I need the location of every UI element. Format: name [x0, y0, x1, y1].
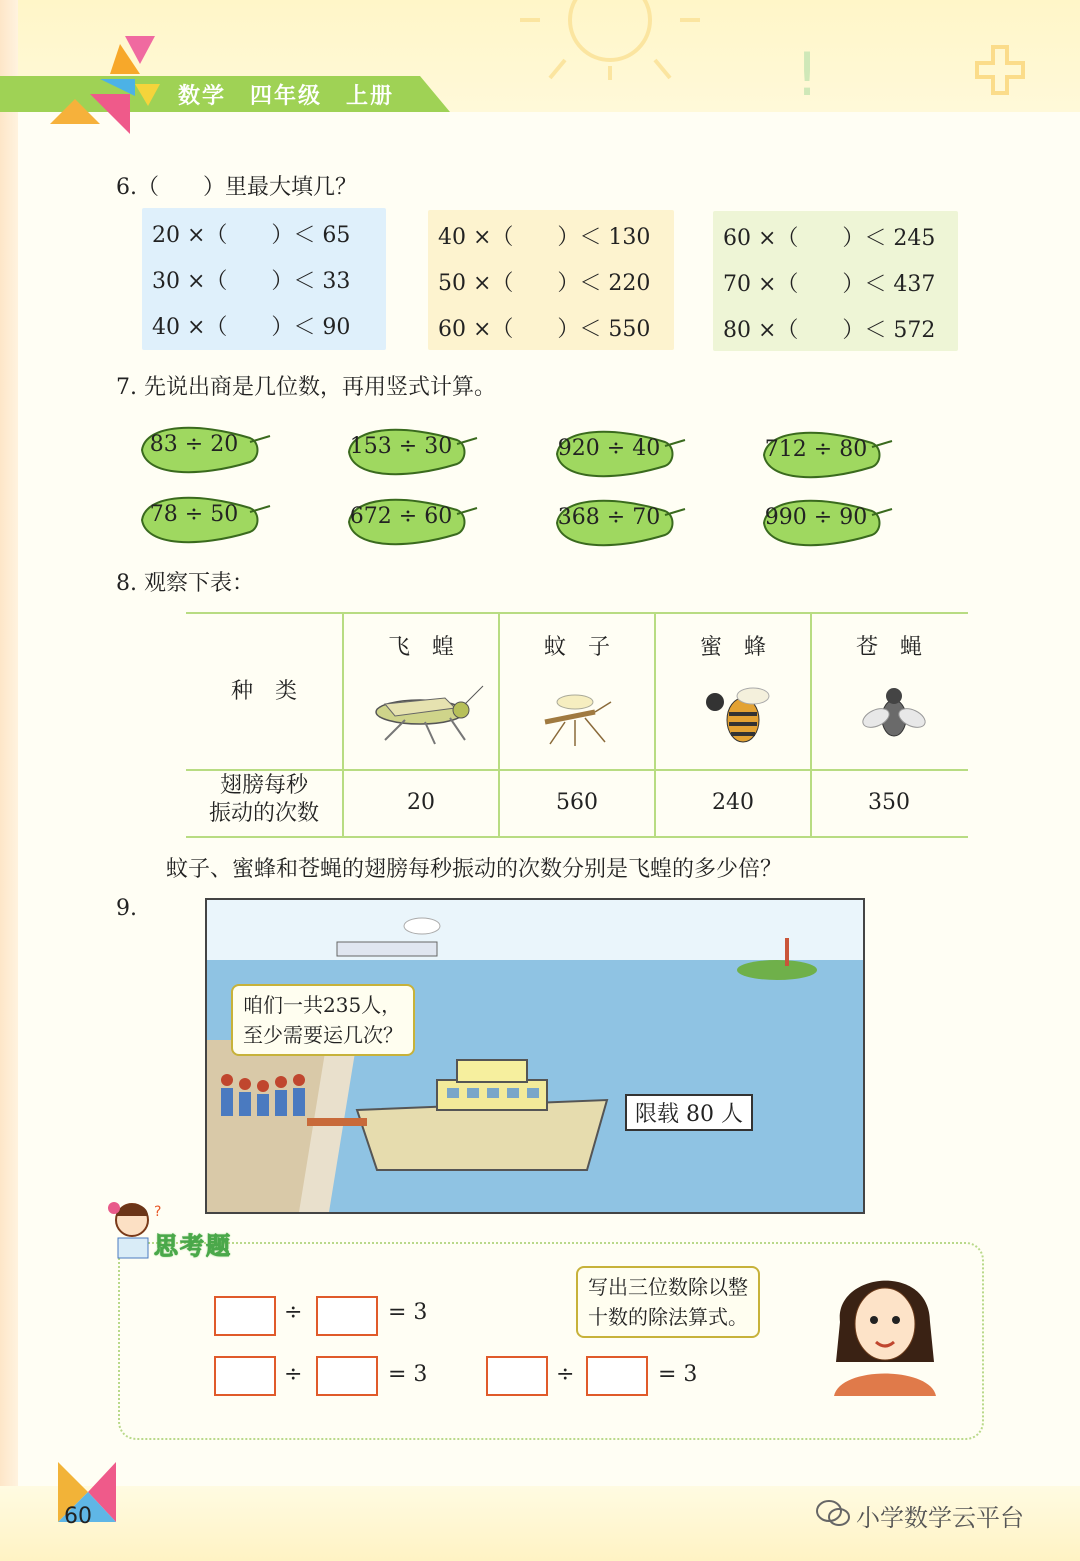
q9-number: 9.	[116, 896, 137, 921]
leaf-problem	[760, 493, 900, 553]
plus-decoration	[975, 45, 1025, 95]
q8-title: 8. 观察下表：	[116, 571, 254, 596]
page-number: 60	[64, 1504, 92, 1529]
leaf-problem	[553, 424, 693, 484]
leaf-problem	[345, 492, 485, 552]
capacity-sign: 限载 80 人	[625, 1094, 753, 1131]
q6-item: 40 ×（ ）＜ 130	[438, 225, 651, 250]
sun-decoration	[520, 0, 700, 80]
leaf-text: 990 ÷ 90	[764, 505, 868, 530]
q6-item: 50 ×（ ）＜ 220	[438, 271, 651, 296]
q6-title: 6.（ ）里最大填几？	[116, 175, 357, 200]
table-border	[186, 612, 968, 614]
locust-icon	[365, 680, 485, 750]
leaf-text: 83 ÷ 20	[149, 432, 239, 457]
tangram-logo	[40, 34, 160, 134]
table-border	[186, 769, 968, 771]
fly-icon	[858, 682, 930, 748]
q6-item: 80 ×（ ）＜ 572	[723, 318, 936, 343]
equals-three: = 3	[388, 1300, 428, 1325]
wechat-icon	[815, 1498, 851, 1528]
teacher-bubble: 写出三位数除以整 十数的除法算式。	[576, 1266, 760, 1338]
q6-item: 60 ×（ ）＜ 550	[438, 317, 651, 342]
q6-item: 20 ×（ ）＜ 65	[152, 223, 351, 248]
leaf-text: 153 ÷ 30	[349, 434, 453, 459]
answer-box[interactable]	[316, 1356, 378, 1396]
leaf-problem	[553, 493, 693, 553]
leaf-text: 78 ÷ 50	[149, 502, 239, 527]
divide-sign: ÷	[284, 1362, 303, 1387]
leaf-problem	[138, 420, 278, 480]
table-border	[186, 836, 968, 838]
harbor-scene	[205, 898, 865, 1214]
leaf-problem	[138, 490, 278, 550]
leaf-problem	[760, 425, 900, 485]
leaf-text: 712 ÷ 80	[764, 437, 868, 462]
watermark: 小学数学云平台	[856, 1504, 1024, 1532]
answer-box[interactable]	[316, 1296, 378, 1336]
leaf-text: 672 ÷ 60	[349, 504, 453, 529]
think-label: 思考题	[154, 1232, 232, 1260]
insect-name: 蜜 蜂	[699, 635, 766, 660]
answer-box[interactable]	[214, 1356, 276, 1396]
equals-three: = 3	[388, 1362, 428, 1387]
answer-box[interactable]	[486, 1356, 548, 1396]
page-margin	[0, 0, 18, 1561]
insect-frequency: 560	[556, 790, 598, 815]
insect-name: 飞 蝗	[387, 635, 454, 660]
harbor-illustration	[207, 900, 863, 1212]
insect-frequency: 350	[868, 790, 910, 815]
mosquito-icon	[535, 682, 615, 748]
speech-bubble: 咱们一共235人， 至少需要运几次？	[231, 984, 415, 1056]
insect-name: 苍 蝇	[855, 635, 922, 660]
insect-name: 蚊 子	[543, 635, 610, 660]
answer-box[interactable]	[214, 1296, 276, 1336]
q6-item: 30 ×（ ）＜ 33	[152, 269, 351, 294]
insect-frequency: 240	[712, 790, 754, 815]
q6-item: 70 ×（ ）＜ 437	[723, 272, 936, 297]
q8-question: 蚊子、蜜蜂和苍蝇的翅膀每秒振动的次数分别是飞蝗的多少倍？	[166, 857, 783, 882]
decoration-glyph: !	[795, 40, 820, 110]
teacher-avatar-icon	[830, 1262, 940, 1396]
insect-frequency: 20	[407, 790, 435, 815]
q6-item: 40 ×（ ）＜ 90	[152, 315, 351, 340]
svg-text:?: ?	[154, 1204, 162, 1220]
divide-sign: ÷	[556, 1362, 575, 1387]
table-header-kind: 种 类	[230, 679, 297, 704]
q7-title: 7. 先说出商是几位数，再用竖式计算。	[116, 375, 496, 400]
bee-icon	[695, 680, 775, 750]
q6-item: 60 ×（ ）＜ 245	[723, 226, 936, 251]
equals-three: = 3	[658, 1362, 698, 1387]
leaf-text: 368 ÷ 70	[557, 505, 661, 530]
answer-box[interactable]	[586, 1356, 648, 1396]
divide-sign: ÷	[284, 1300, 303, 1325]
table-header-frequency: 翅膀每秒 振动的次数	[208, 773, 319, 826]
book-title: 数学 四年级 上册	[178, 84, 395, 109]
leaf-problem	[345, 422, 485, 482]
leaf-text: 920 ÷ 40	[557, 436, 661, 461]
